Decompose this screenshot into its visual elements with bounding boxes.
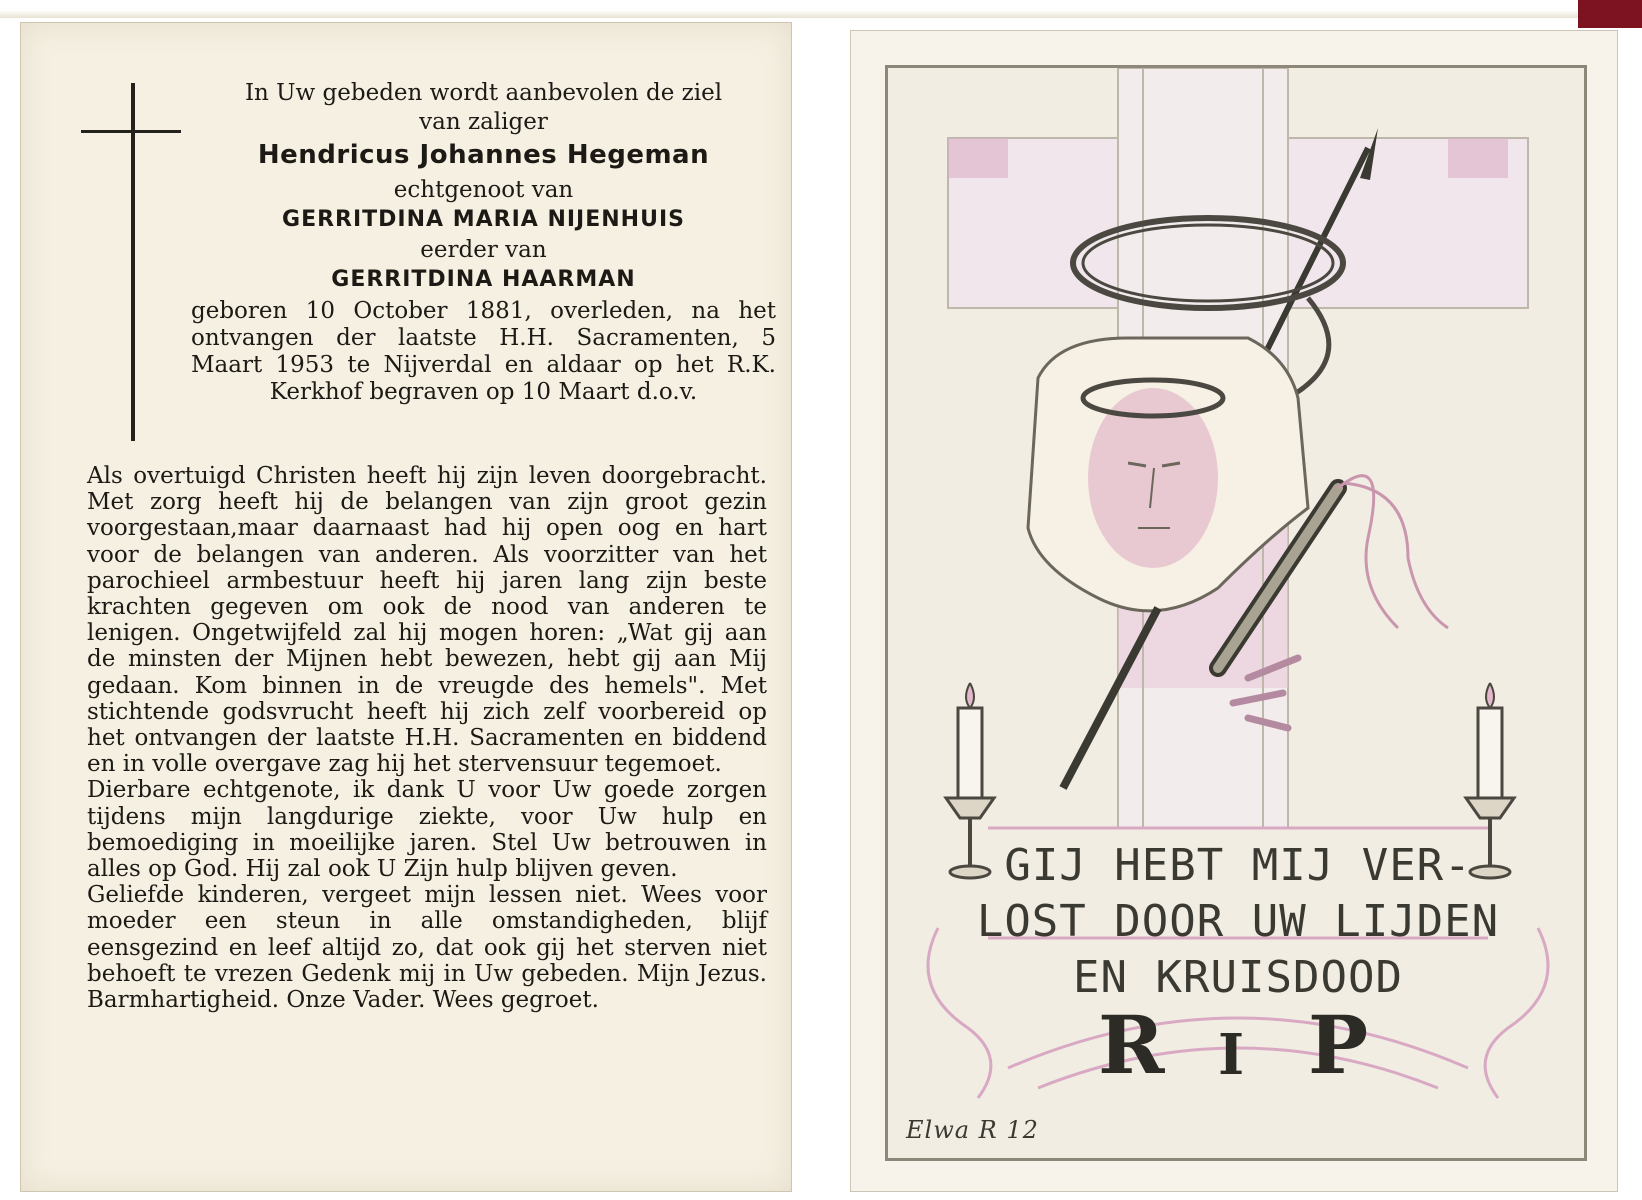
deceased-name: Hendricus Johannes Hegeman: [257, 140, 710, 170]
paragraph-children: Geliefde kinderen, vergeet mijn lessen niet. Wees voor moeder een steun in alle omstandigheden, blijf eensgezind en leef altijd zo, dat ook gij het sterven niet behoeft te vrezen Gedenk mij in Uw gebeden. Mijn Jezus. Barmhartigheid. Onze Vader. Wees gegroet.: [87, 882, 767, 1014]
cross-icon: [81, 83, 181, 443]
motto-line-3: EN KRUISDOOD: [1073, 952, 1403, 1003]
artist-signature: Elwa R 12: [906, 1116, 1039, 1144]
rip-letter-r: R: [1098, 998, 1165, 1092]
memorial-body-text: [87, 463, 767, 1013]
former-spouse-name: GERRITDINA HAARMAN: [331, 267, 636, 292]
intro-line-1: In Uw gebeden wordt aanbevolen de ziel: [244, 80, 723, 106]
former-spouse-intro: eerder van: [420, 237, 547, 263]
motto-line-1: GIJ HEBT MIJ VER-: [1004, 840, 1472, 891]
cross-vertical-bar: [131, 83, 135, 441]
paragraph-spouse: Dierbare echtgenote, ik dank U voor Uw goede zorgen tijdens mijn langdurige ziekte, voor Uw hulp en bemoediging in moeilijke jaren. Stel Uw betrouwen in alles op God. Hij zal ook U Zijn hulp blijven geven.: [87, 777, 767, 883]
rip-inscription: [1068, 998, 1408, 1098]
rip-letter-i: I: [1218, 1022, 1245, 1088]
motto-line-2: LOST DOOR UW LIJDEN: [976, 896, 1500, 947]
paragraph-life: Als overtuigd Christen heeft hij zijn leven doorgebracht. Met zorg heeft hij de belangen van zijn groot gezin voorgestaan,maar daarnaast had hij open oog en hart voor de belangen van anderen. Als voorzitter van het parochieel armbestuur heeft hij jaren lang zijn beste krachten gegeven om ook de nood van anderen te lenigen. Ongetwijfeld zal hij mogen horen: „Wat gij aan de minsten der Mijnen hebt bewezen, hebt gij aan Mij gedaan. Kom binnen in de vreugde des hemels". Met stichtende godsvrucht heeft hij zich zelf voorbereid op het ontvangen der laatste H.H. Sacramenten en biddend en in volle overgave zag hij het stervensuur tegemoet.: [87, 463, 767, 778]
motto-text: [958, 838, 1518, 1006]
spouse-name: GERRITDINA MARIA NIJENHUIS: [282, 207, 685, 232]
scan-top-edge: [0, 0, 1642, 18]
rip-letter-p: P: [1308, 998, 1369, 1092]
cross-horizontal-bar: [81, 130, 181, 133]
illustration-frame: [885, 65, 1587, 1161]
intro-line-2: van zaliger: [419, 109, 548, 135]
birth-death-details: geboren 10 October 1881, overleden, na het ontvangen der laatste H.H. Sacramenten, 5 Maart 1953 te Nijverdal en aldaar op het R.K. Kerkhof begraven op 10 Maart d.o.v.: [191, 298, 776, 405]
memorial-card-image-side: [850, 30, 1618, 1192]
spouse-intro: echtgenoot van: [393, 177, 574, 203]
card-header: [191, 79, 776, 406]
memorial-card-text-side: [20, 22, 792, 1192]
